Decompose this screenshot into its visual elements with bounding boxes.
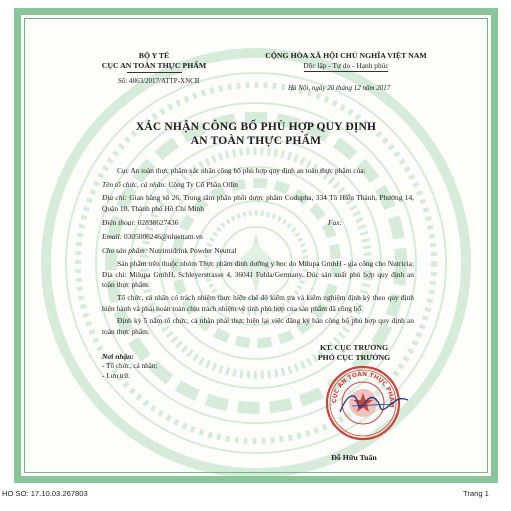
ministry-name: BỘ Y TẾ: [138, 51, 170, 60]
org-line: [102, 180, 238, 191]
certificate-page: [14, 8, 498, 483]
product-value: Nutrimidrink Powder Neutral: [149, 246, 237, 255]
header-right-rule: [304, 71, 388, 72]
email-label: Email:: [102, 232, 123, 241]
origin-paragraph: Sản phẩm trên thuộc nhóm Thực phẩm dinh dưỡng y học do Milupa GmbH - gia công cho Nutricia; Địa chỉ: Milupa GmbH, Schleyerstrasse 4, 36041 Fulda/Germany. Đúc sản xuất phù hợp quy định an toàn thực phẩm.: [102, 259, 414, 290]
email-value: 0305006246@nhiettam.vn: [123, 232, 203, 241]
country-name: CỘNG HÒA XÃ HỘI CHỦ NGHĨA VIỆT NAM: [265, 51, 427, 60]
handwritten-signature: [334, 386, 414, 422]
product-line: [102, 246, 236, 257]
email-line: [102, 232, 203, 243]
place-and-date: Hà Nội, ngày 20 tháng 12 năm 2017: [288, 84, 391, 92]
footer-file-number: HO SO: 17.10.03.267803: [2, 489, 88, 498]
document-title-line-2: AN TOÀN THỰC PHẨM: [190, 135, 322, 147]
product-label: Cho sản phẩm:: [102, 246, 148, 255]
signer-name: Đỗ Hữu Tuấn: [331, 453, 377, 462]
header-left-rule: [127, 72, 182, 73]
inner-border: [24, 18, 488, 473]
stamp-ring-text: CỤC AN TOÀN THỰC PHẨM: [330, 370, 396, 408]
address-label: Địa chỉ:: [102, 193, 127, 202]
phone-value: 02838627436: [137, 218, 179, 227]
department-name: CỤC AN TOÀN THỰC PHẨM: [101, 61, 207, 70]
address-line: [102, 193, 414, 214]
footer-page-number: Trang 1: [463, 489, 489, 498]
recipient-item: - Lưu trữ.: [102, 372, 130, 380]
signature-role: PHÓ CỤC TRƯỞNG: [317, 353, 391, 362]
phone-line: [102, 218, 178, 229]
address-value: Gian hàng số 26, Trung tâm phân phối dược phẩm Codupha, 334 Tô Hiến Thành, Phường 14, Quận 10, Thành phố Hồ Chí Minh: [102, 193, 414, 213]
fax-label: Fax:: [328, 218, 342, 227]
recipients-label: Nơi nhận:: [102, 352, 134, 361]
org-label: Tên tổ chức, cá nhân:: [102, 180, 167, 189]
phone-label: Điện thoại:: [102, 218, 136, 227]
signature-for-line: KT. CỤC TRƯỞNG: [319, 343, 389, 352]
intro-text: Cục An toàn thực phẩm xác nhận công bố phù hợp quy định an toàn thực phẩm của:: [117, 166, 366, 175]
org-value: Công Ty Cổ Phần Ollin: [168, 180, 239, 189]
renewal-paragraph: Định kỳ 5 năm tổ chức, cá nhân phải thực hiện lại việc đăng ký bản công bố phù hợp quy định an toàn thực phẩm.: [102, 316, 414, 336]
responsibility-paragraph: Tổ chức, cá nhân có trách nhiệm thực hiện chế độ kiểm tra và kiểm nghiệm định kỳ theo quy định hiện hành và phải hoàn toàn chịu trách nhiệm về tính phù hợp của sản phẩm đã công bố.: [102, 293, 414, 313]
document-title-line-1: XÁC NHẬN CÔNG BỐ PHÙ HỢP QUY ĐỊNH: [135, 121, 377, 133]
document-number: Số: 4863/2017/ATTP-XNCB: [118, 77, 200, 85]
national-motto: Độc lập - Tự do - Hạnh phúc: [303, 61, 389, 70]
recipient-item: - Tổ chức, cá nhân;: [102, 362, 158, 370]
